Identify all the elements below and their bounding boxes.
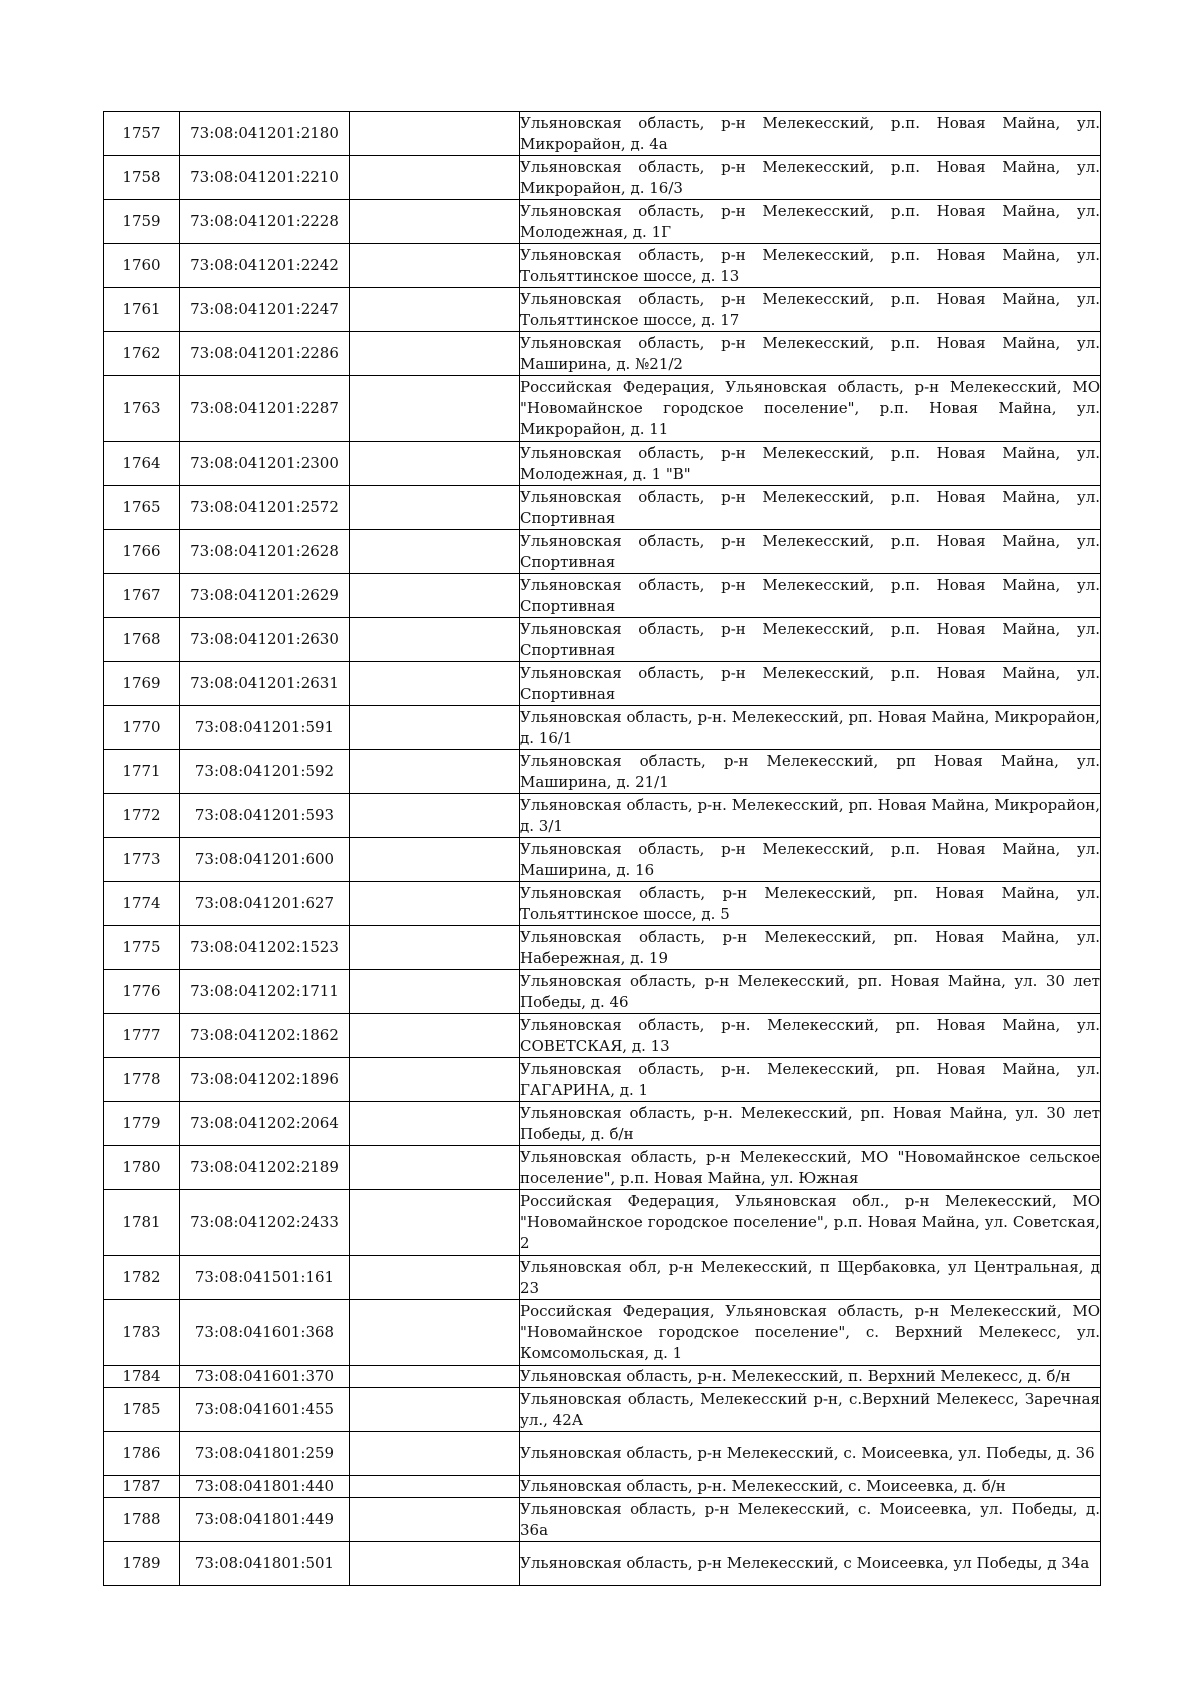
cadastral-number-cell: 73:08:041202:2433 [180, 1190, 350, 1256]
empty-cell [350, 838, 520, 882]
cadastral-number-cell: 73:08:041201:2629 [180, 574, 350, 618]
address-cell: Российская Федерация, Ульяновская область, р-н Мелекесский, МО "Новомайнское городское поселение", с. Верхний Мелекесс, ул. Комсомольская, д. 1 [520, 1300, 1101, 1366]
address-cell: Ульяновская область, р-н. Мелекесский, с. Моисеевка, д. б/н [520, 1476, 1101, 1498]
table-row [104, 200, 1101, 244]
row-number-cell: 1771 [104, 750, 180, 794]
cadastral-number-cell: 73:08:041201:2572 [180, 486, 350, 530]
row-number-cell: 1763 [104, 376, 180, 442]
row-number-cell: 1776 [104, 970, 180, 1014]
empty-cell [350, 112, 520, 156]
cadastral-number-cell: 73:08:041202:1711 [180, 970, 350, 1014]
address-cell: Ульяновская область, р-н Мелекесский, р.п. Новая Майна, ул. Маширина, д. 16 [520, 838, 1101, 882]
cadastral-number-cell: 73:08:041202:2189 [180, 1146, 350, 1190]
address-cell: Ульяновская область, р-н Мелекесский, рп. Новая Майна, ул. Набережная, д. 19 [520, 926, 1101, 970]
row-number-cell: 1764 [104, 442, 180, 486]
cadastral-number-cell: 73:08:041201:2210 [180, 156, 350, 200]
empty-cell [350, 244, 520, 288]
row-number-cell: 1786 [104, 1432, 180, 1476]
table-row [104, 156, 1101, 200]
table-row [104, 1366, 1101, 1388]
table-row [104, 1146, 1101, 1190]
row-number-cell: 1759 [104, 200, 180, 244]
empty-cell [350, 486, 520, 530]
empty-cell [350, 618, 520, 662]
row-number-cell: 1782 [104, 1256, 180, 1300]
row-number-cell: 1789 [104, 1542, 180, 1586]
table-row [104, 486, 1101, 530]
cadastral-number-cell: 73:08:041202:1523 [180, 926, 350, 970]
cadastral-number-cell: 73:08:041201:593 [180, 794, 350, 838]
row-number-cell: 1762 [104, 332, 180, 376]
address-cell: Ульяновская область, р-н Мелекесский, р.п. Новая Майна, ул. Тольяттинское шоссе, д. 17 [520, 288, 1101, 332]
table-row [104, 1542, 1101, 1586]
table-row [104, 794, 1101, 838]
cadastral-number-cell: 73:08:041601:368 [180, 1300, 350, 1366]
cadastral-number-cell: 73:08:041201:592 [180, 750, 350, 794]
row-number-cell: 1761 [104, 288, 180, 332]
table-row [104, 882, 1101, 926]
address-cell: Ульяновская область, р-н Мелекесский, р.п. Новая Майна, ул. Микрорайон, д. 4а [520, 112, 1101, 156]
cadastral-number-cell: 73:08:041201:2628 [180, 530, 350, 574]
empty-cell [350, 442, 520, 486]
row-number-cell: 1779 [104, 1102, 180, 1146]
cadastral-number-cell: 73:08:041202:1896 [180, 1058, 350, 1102]
table-row [104, 1190, 1101, 1256]
table-row [104, 1058, 1101, 1102]
empty-cell [350, 926, 520, 970]
address-cell: Ульяновская область, р-н Мелекесский, рп. Новая Майна, ул. 30 лет Победы, д. 46 [520, 970, 1101, 1014]
cadastral-number-cell: 73:08:041801:501 [180, 1542, 350, 1586]
empty-cell [350, 1146, 520, 1190]
cadastral-number-cell: 73:08:041601:455 [180, 1388, 350, 1432]
address-cell: Ульяновская область, р-н Мелекесский, р.п. Новая Майна, ул. Молодежная, д. 1Г [520, 200, 1101, 244]
row-number-cell: 1758 [104, 156, 180, 200]
row-number-cell: 1766 [104, 530, 180, 574]
address-cell: Ульяновская область, р-н Мелекесский, р.п. Новая Майна, ул. Спортивная [520, 618, 1101, 662]
row-number-cell: 1784 [104, 1366, 180, 1388]
empty-cell [350, 530, 520, 574]
cadastral-number-cell: 73:08:041201:2300 [180, 442, 350, 486]
empty-cell [350, 1102, 520, 1146]
address-cell: Ульяновская обл, р-н Мелекесский, п Щербаковка, ул Центральная, д 23 [520, 1256, 1101, 1300]
cadastral-number-cell: 73:08:041201:600 [180, 838, 350, 882]
empty-cell [350, 750, 520, 794]
empty-cell [350, 200, 520, 244]
row-number-cell: 1773 [104, 838, 180, 882]
cadastral-number-cell: 73:08:041201:2631 [180, 662, 350, 706]
address-cell: Ульяновская область, р-н Мелекесский, с. Моисеевка, ул. Победы, д. 36 [520, 1432, 1101, 1476]
address-cell: Ульяновская область, р-н Мелекесский, рп. Новая Майна, ул. Тольяттинское шоссе, д. 5 [520, 882, 1101, 926]
empty-cell [350, 332, 520, 376]
empty-cell [350, 970, 520, 1014]
row-number-cell: 1783 [104, 1300, 180, 1366]
address-cell: Ульяновская область, р-н Мелекесский, с. Моисеевка, ул. Победы, д. 36а [520, 1498, 1101, 1542]
cadastral-number-cell: 73:08:041201:2630 [180, 618, 350, 662]
cadastral-number-cell: 73:08:041801:449 [180, 1498, 350, 1542]
row-number-cell: 1774 [104, 882, 180, 926]
cadastral-number-cell: 73:08:041201:2287 [180, 376, 350, 442]
table-row [104, 706, 1101, 750]
table-row [104, 1014, 1101, 1058]
table-row [104, 1498, 1101, 1542]
row-number-cell: 1787 [104, 1476, 180, 1498]
empty-cell [350, 1300, 520, 1366]
empty-cell [350, 1388, 520, 1432]
table-row [104, 574, 1101, 618]
row-number-cell: 1767 [104, 574, 180, 618]
cadastral-number-cell: 73:08:041801:259 [180, 1432, 350, 1476]
cadastral-number-cell: 73:08:041501:161 [180, 1256, 350, 1300]
row-number-cell: 1788 [104, 1498, 180, 1542]
empty-cell [350, 1014, 520, 1058]
empty-cell [350, 574, 520, 618]
cadastral-number-cell: 73:08:041801:440 [180, 1476, 350, 1498]
table-row [104, 332, 1101, 376]
address-cell: Ульяновская область, Мелекесский р-н, с.Верхний Мелекесс, Заречная ул., 42А [520, 1388, 1101, 1432]
row-number-cell: 1765 [104, 486, 180, 530]
row-number-cell: 1757 [104, 112, 180, 156]
empty-cell [350, 1256, 520, 1300]
empty-cell [350, 794, 520, 838]
address-cell: Российская Федерация, Ульяновская обл., р-н Мелекесский, МО "Новомайнское городское поселение", р.п. Новая Майна, ул. Советская, 2 [520, 1190, 1101, 1256]
empty-cell [350, 1476, 520, 1498]
table-row [104, 926, 1101, 970]
empty-cell [350, 882, 520, 926]
address-cell: Ульяновская область, р-н. Мелекесский, рп. Новая Майна, ул. 30 лет Победы, д. б/н [520, 1102, 1101, 1146]
cadastral-number-cell: 73:08:041202:1862 [180, 1014, 350, 1058]
table-row [104, 618, 1101, 662]
cadastral-number-cell: 73:08:041601:370 [180, 1366, 350, 1388]
address-cell: Ульяновская область, р-н. Мелекесский, рп. Новая Майна, Микрорайон, д. 16/1 [520, 706, 1101, 750]
row-number-cell: 1780 [104, 1146, 180, 1190]
address-cell: Ульяновская область, р-н. Мелекесский, рп. Новая Майна, ул. СОВЕТСКАЯ, д. 13 [520, 1014, 1101, 1058]
cadastral-number-cell: 73:08:041202:2064 [180, 1102, 350, 1146]
table-row [104, 1300, 1101, 1366]
row-number-cell: 1769 [104, 662, 180, 706]
cadastral-number-cell: 73:08:041201:2242 [180, 244, 350, 288]
table-row [104, 1476, 1101, 1498]
address-cell: Ульяновская область, р-н. Мелекесский, рп. Новая Майна, Микрорайон, д. 3/1 [520, 794, 1101, 838]
row-number-cell: 1768 [104, 618, 180, 662]
address-cell: Ульяновская область, р-н Мелекесский, МО "Новомайнское сельское поселение", р.п. Новая Майна, ул. Южная [520, 1146, 1101, 1190]
cadastral-number-cell: 73:08:041201:627 [180, 882, 350, 926]
address-cell: Ульяновская область, р-н Мелекесский, р.п. Новая Майна, ул. Спортивная [520, 662, 1101, 706]
table-row [104, 838, 1101, 882]
address-cell: Ульяновская область, р-н. Мелекесский, рп. Новая Майна, ул. ГАГАРИНА, д. 1 [520, 1058, 1101, 1102]
cadastral-number-cell: 73:08:041201:2286 [180, 332, 350, 376]
empty-cell [350, 1190, 520, 1256]
table-row [104, 112, 1101, 156]
table-row [104, 662, 1101, 706]
address-cell: Ульяновская область, р-н Мелекесский, с Моисеевка, ул Победы, д 34а [520, 1542, 1101, 1586]
address-cell: Ульяновская область, р-н Мелекесский, р.п. Новая Майна, ул. Тольяттинское шоссе, д. 13 [520, 244, 1101, 288]
address-cell: Ульяновская область, р-н Мелекесский, р.п. Новая Майна, ул. Спортивная [520, 486, 1101, 530]
table-row [104, 288, 1101, 332]
cadastral-number-cell: 73:08:041201:2180 [180, 112, 350, 156]
row-number-cell: 1785 [104, 1388, 180, 1432]
table-row [104, 530, 1101, 574]
empty-cell [350, 1498, 520, 1542]
table-row [104, 376, 1101, 442]
row-number-cell: 1777 [104, 1014, 180, 1058]
row-number-cell: 1770 [104, 706, 180, 750]
address-cell: Ульяновская область, р-н Мелекесский, р.п. Новая Майна, ул. Маширина, д. №21/2 [520, 332, 1101, 376]
row-number-cell: 1781 [104, 1190, 180, 1256]
address-cell: Ульяновская область, р-н Мелекесский, р.п. Новая Майна, ул. Спортивная [520, 530, 1101, 574]
row-number-cell: 1760 [104, 244, 180, 288]
registry-table-body [104, 112, 1101, 1586]
empty-cell [350, 1432, 520, 1476]
table-row [104, 1256, 1101, 1300]
cadastral-number-cell: 73:08:041201:2228 [180, 200, 350, 244]
empty-cell [350, 662, 520, 706]
row-number-cell: 1772 [104, 794, 180, 838]
table-row [104, 1388, 1101, 1432]
empty-cell [350, 706, 520, 750]
table-row [104, 1102, 1101, 1146]
cadastral-number-cell: 73:08:041201:591 [180, 706, 350, 750]
table-row [104, 970, 1101, 1014]
cadastral-number-cell: 73:08:041201:2247 [180, 288, 350, 332]
address-cell: Ульяновская область, р-н. Мелекесский, п. Верхний Мелекесс, д. б/н [520, 1366, 1101, 1388]
empty-cell [350, 1058, 520, 1102]
registry-table [103, 111, 1101, 1586]
empty-cell [350, 288, 520, 332]
row-number-cell: 1778 [104, 1058, 180, 1102]
empty-cell [350, 156, 520, 200]
table-row [104, 244, 1101, 288]
table-row [104, 1432, 1101, 1476]
empty-cell [350, 376, 520, 442]
address-cell: Российская Федерация, Ульяновская область, р-н Мелекесский, МО "Новомайнское городское поселение", р.п. Новая Майна, ул. Микрорайон, д. 11 [520, 376, 1101, 442]
table-row [104, 750, 1101, 794]
empty-cell [350, 1366, 520, 1388]
address-cell: Ульяновская область, р-н Мелекесский, р.п. Новая Майна, ул. Молодежная, д. 1 "В" [520, 442, 1101, 486]
address-cell: Ульяновская область, р-н Мелекесский, р.п. Новая Майна, ул. Микрорайон, д. 16/3 [520, 156, 1101, 200]
address-cell: Ульяновская область, р-н Мелекесский, рп Новая Майна, ул. Маширина, д. 21/1 [520, 750, 1101, 794]
row-number-cell: 1775 [104, 926, 180, 970]
address-cell: Ульяновская область, р-н Мелекесский, р.п. Новая Майна, ул. Спортивная [520, 574, 1101, 618]
table-row [104, 442, 1101, 486]
empty-cell [350, 1542, 520, 1586]
